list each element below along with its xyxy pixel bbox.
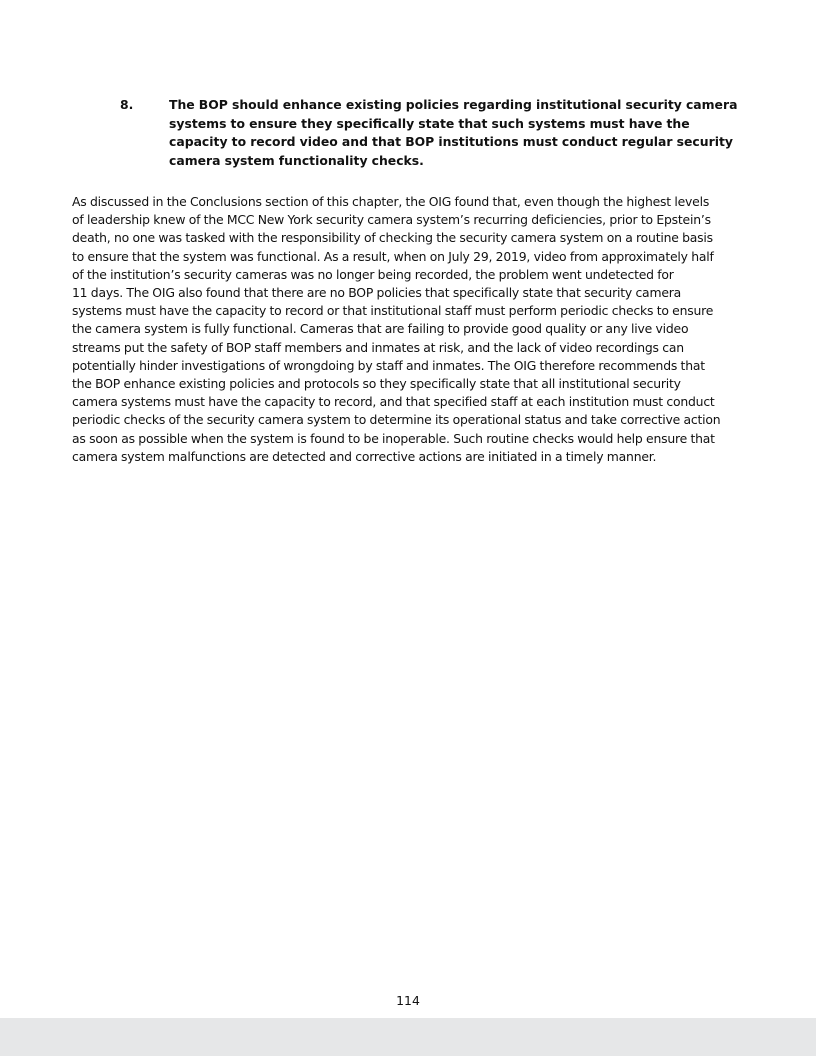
body-paragraph (72, 193, 746, 466)
page-number: 114 (396, 993, 420, 1008)
recommendation-number: 8. (120, 97, 134, 112)
body-line: to ensure that the system was functional. As a result, when on July 29, 2019, video from approximately half (72, 248, 714, 264)
body-line: as soon as possible when the system is found to be inoperable. Such routine checks would help ensure that (72, 430, 715, 446)
body-line: of leadership knew of the MCC New York security camera system’s recurring deficiencies, prior to Epstein’s (72, 212, 711, 228)
body-line: potentially hinder investigations of wrongdoing by staff and inmates. The OIG therefore recommends that (72, 357, 705, 373)
body-line: streams put the safety of BOP staff members and inmates at risk, and the lack of video recordings can (72, 339, 684, 355)
viewer-footer-band (0, 1018, 816, 1056)
body-line: camera system malfunctions are detected and corrective actions are initiated in a timely manner. (72, 448, 657, 464)
body-line: death, no one was tasked with the responsibility of checking the security camera system on a routine basis (72, 230, 713, 246)
recommendation-text: The BOP should enhance existing policies regarding institutional security camera systems to ensure they specifically state that such systems must have the capacity to record video and that BOP institutions must conduct regular security camera system functionality checks. (169, 97, 738, 168)
recommendation-item (120, 96, 746, 170)
body-line: periodic checks of the security camera system to determine its operational status and take corrective action (72, 412, 721, 428)
body-line: 11 days. The OIG also found that there are no BOP policies that specifically state that security camera (72, 285, 682, 301)
body-line: of the institution’s security cameras was no longer being recorded, the problem went undetected for (72, 266, 674, 282)
body-line: As discussed in the Conclusions section of this chapter, the OIG found that, even though the highest levels (72, 194, 710, 209)
body-line: systems must have the capacity to record or that institutional staff must perform periodic checks to ensure (72, 303, 714, 319)
body-line: camera systems must have the capacity to record, and that specified staff at each institution must conduct (72, 394, 715, 410)
body-line: the BOP enhance existing policies and protocols so they specifically state that all institutional security (72, 376, 681, 392)
body-line: the camera system is fully functional. Cameras that are failing to provide good quality or any live video (72, 321, 689, 337)
